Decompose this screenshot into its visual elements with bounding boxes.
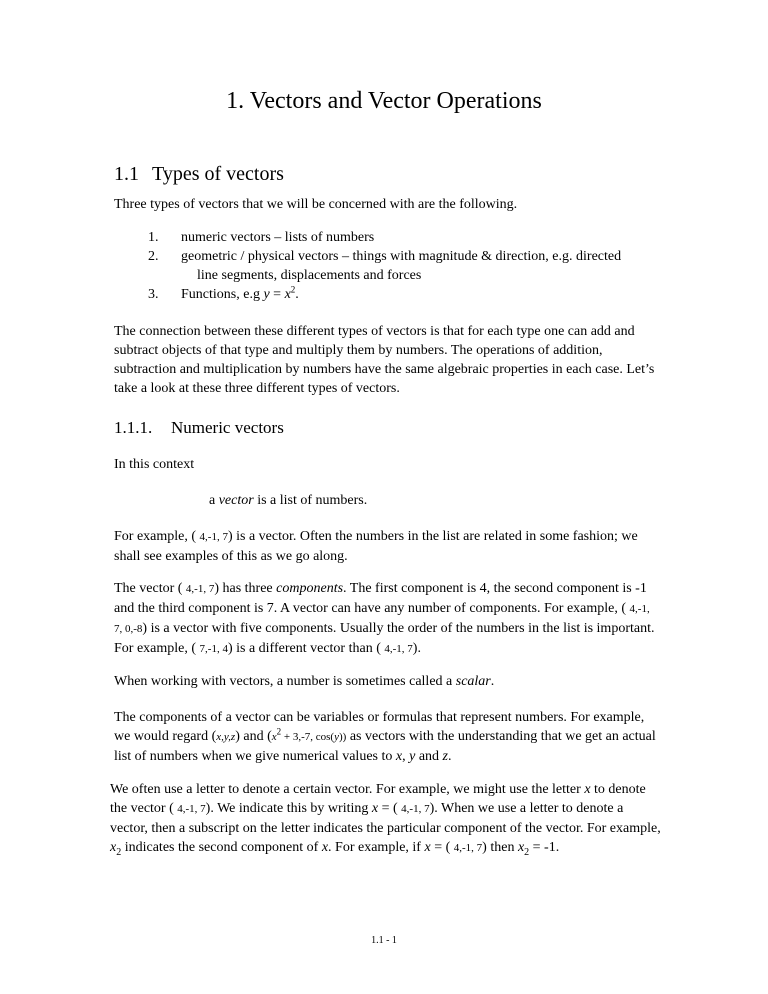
vector-definition: a vector is a list of numbers. [209, 493, 368, 508]
list-item-text: Functions, e.g $y = x^2$. [181, 284, 299, 302]
section-title: Types of vectors [152, 163, 284, 185]
intro-paragraph: Three types of vectors that we will be concerned with are the following. [114, 197, 518, 212]
section-heading [114, 163, 284, 186]
list-item [148, 285, 181, 304]
notation-paragraph: We often use a letter to denote a certain vector. For example, we might use the letter x to denote the vector ( 4,-1, 7). We indicate this by writing x = ( 4,-1, 7). When we use a letter to denote a vector, then a subscript on the letter indicates the particular component of the vector. For example, $x_2$ indicates the second component of x. For example, if x = ( 4,-1, 7) then $x_2 = -1$. [110, 782, 661, 858]
list-item [148, 247, 181, 266]
section-number: 1.1 [114, 163, 139, 185]
connection-paragraph: The connection between these different types of vectors is that for each type one can add and subtract objects of that type and multiply them by numbers. The operations of addition, subtraction and multiplication by numbers have the same algebraic properties in each case. Let’s take a look at these three different types of vectors. [114, 324, 655, 396]
components-paragraph: The vector ( 4,-1, 7) has three components. The first component is 4, the second component is -1 and the third component is 7. A vector can have any number of components. For example, ( 4,-1, 7, 0,-8) is a vector with five components. Usually the order of the numbers in the list is important. For example, ( 7,-1, 4) is a different vector than ( 4,-1, 7). [114, 581, 655, 656]
subsection-number: 1.1.1. [114, 418, 153, 437]
example-paragraph: For example, ( 4,-1, 7) is a vector. Often the numbers in the list are related in some fashion; we shall see examples of this as we go along. [114, 529, 638, 564]
chapter-title: 1. Vectors and Vector Operations [226, 88, 542, 114]
scalar-paragraph: When working with vectors, a number is sometimes called a scalar. [114, 674, 495, 689]
subsection-title: Numeric vectors [171, 418, 284, 437]
list-item [148, 228, 181, 247]
list-item-text: geometric / physical vectors – things with magnitude & direction, e.g. directed line segments, displacements and forces [181, 249, 622, 283]
list-item-text: numeric vectors – lists of numbers [181, 230, 375, 245]
page-number: 1.1 - 1 [371, 935, 397, 946]
variables-paragraph: The components of a vector can be variables or formulas that represent numbers. For example, we would regard (x,y,z) and ($x^2 + 3,-7$, cos(y)) as vectors with the understanding that we get an actual list of numbers when we give numerical values to x, y and z. [114, 710, 656, 764]
list-number: 3. [148, 287, 159, 302]
list-number: 1. [148, 230, 159, 245]
subsection-heading [114, 418, 284, 438]
context-line: In this context [114, 457, 195, 472]
list-number: 2. [148, 249, 159, 264]
